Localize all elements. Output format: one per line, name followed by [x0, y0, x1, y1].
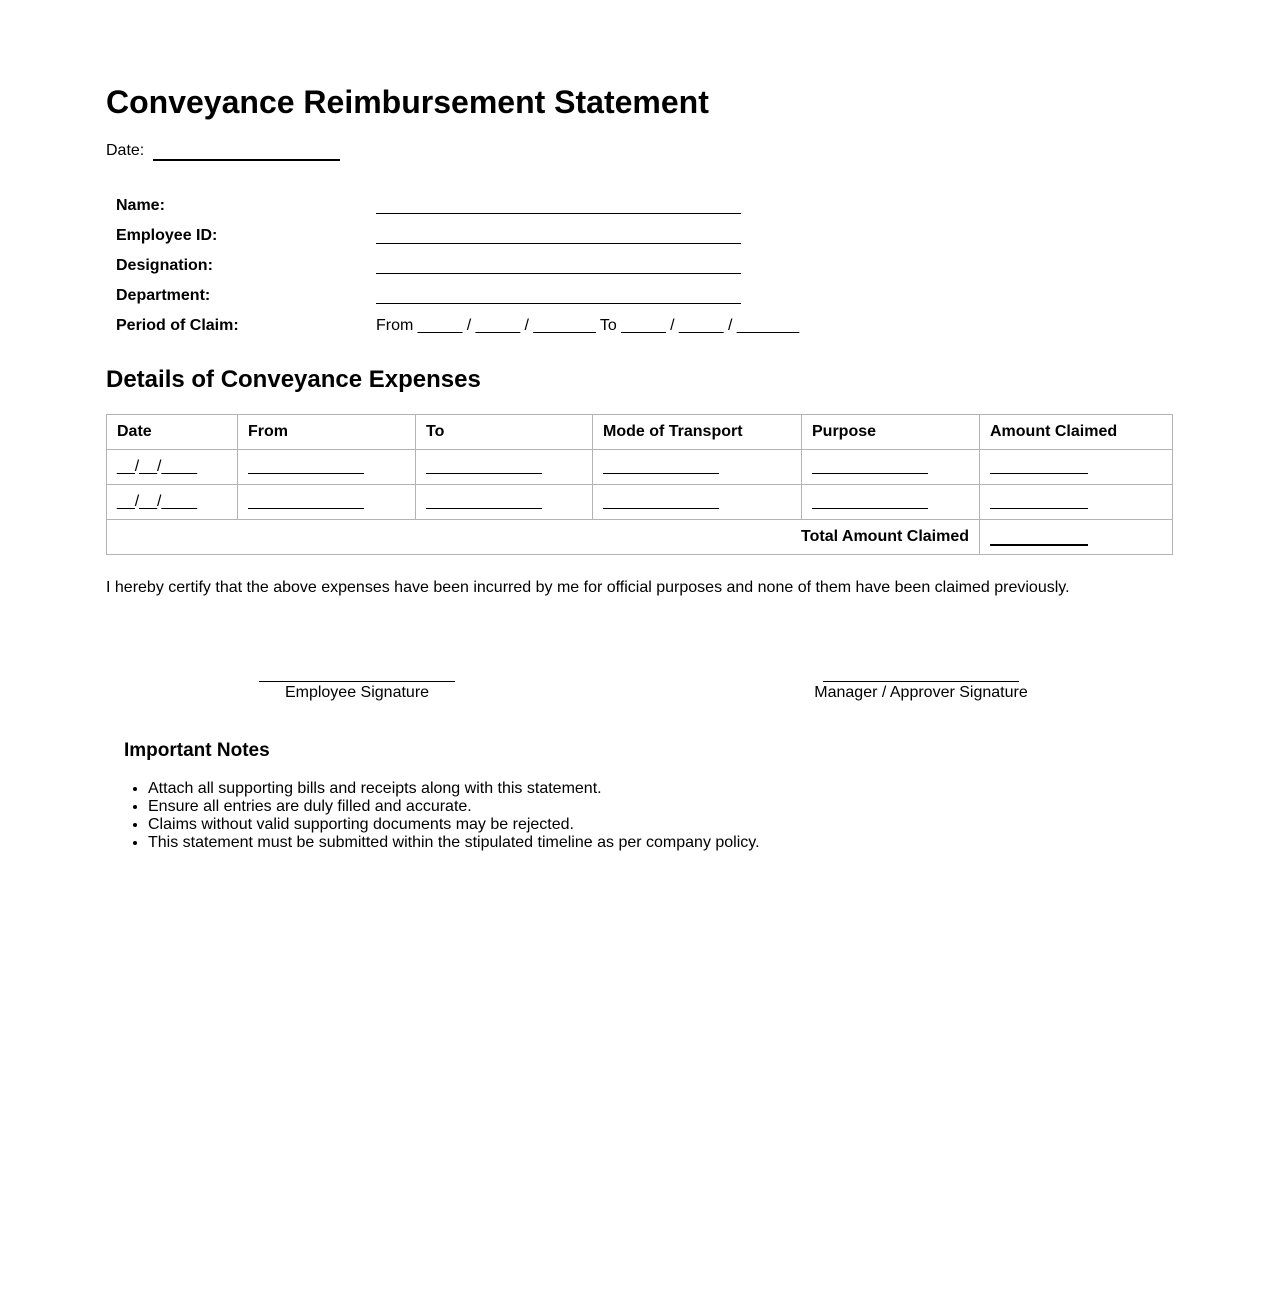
table-row — [107, 450, 1173, 485]
notes-list — [124, 780, 1024, 852]
period-range-field[interactable]: From _____ / _____ / _______ To _____ / _____ / _______ — [376, 317, 800, 334]
employee-signature-line[interactable] — [259, 664, 455, 682]
department-row — [116, 286, 836, 316]
blank-line — [812, 494, 928, 509]
name-blank-line[interactable] — [376, 213, 741, 214]
employee-id-blank-line[interactable] — [376, 243, 741, 244]
list-item: • Ensure all entries are duly filled and accurate. — [148, 798, 1024, 816]
important-notes-section — [124, 740, 1024, 852]
blank-line — [248, 494, 364, 509]
department-blank-line[interactable] — [376, 303, 741, 304]
name-label: Name: — [116, 197, 165, 214]
list-item: • This statement must be submitted within the stipulated timeline as per company policy. — [148, 834, 1024, 852]
designation-blank-line[interactable] — [376, 273, 741, 274]
purpose-cell[interactable] — [802, 450, 980, 485]
period-row — [116, 316, 836, 346]
department-label: Department: — [116, 287, 211, 304]
blank-line — [603, 494, 719, 509]
employee-id-row — [116, 226, 836, 256]
employee-signature-label: Employee Signature — [284, 684, 430, 701]
from-cell[interactable] — [238, 485, 416, 520]
column-header-from: From — [238, 415, 416, 450]
certification-text: I hereby certify that the above expenses have been incurred by me for official purposes and none of them have been claimed previously. — [106, 579, 1070, 596]
purpose-cell[interactable] — [802, 485, 980, 520]
list-item: • Claims without valid supporting documents may be rejected. — [148, 816, 1024, 834]
manager-signature-label: Manager / Approver Signature — [814, 684, 1028, 701]
total-label: Total Amount Claimed — [107, 520, 980, 555]
blank-line — [426, 459, 542, 474]
blank-line — [990, 494, 1088, 509]
date-cell[interactable]: __/__/____ — [107, 450, 238, 485]
column-header-date: Date — [107, 415, 238, 450]
to-cell[interactable] — [416, 450, 593, 485]
employee-id-label: Employee ID: — [116, 227, 218, 244]
manager-signature-line[interactable] — [823, 664, 1019, 682]
column-header-to: To — [416, 415, 593, 450]
expenses-table — [106, 414, 1173, 555]
employee-signature-block — [227, 664, 487, 703]
blank-line — [990, 459, 1088, 474]
mode-cell[interactable] — [593, 450, 802, 485]
amount-cell[interactable] — [980, 485, 1173, 520]
column-header-amount: Amount Claimed — [980, 415, 1173, 450]
designation-label: Designation: — [116, 257, 213, 274]
name-row — [116, 196, 836, 226]
total-blank-line — [990, 528, 1088, 546]
total-row — [107, 520, 1173, 555]
to-cell[interactable] — [416, 485, 593, 520]
table-header-row — [107, 415, 1173, 450]
blank-line — [603, 459, 719, 474]
blank-line — [812, 459, 928, 474]
amount-cell[interactable] — [980, 450, 1173, 485]
designation-row — [116, 256, 836, 286]
employee-info-section — [116, 196, 836, 346]
blank-line — [426, 494, 542, 509]
period-label: Period of Claim: — [116, 317, 239, 334]
date-cell[interactable]: __/__/____ — [107, 485, 238, 520]
page-title: Conveyance Reimbursement Statement — [106, 84, 709, 120]
notes-heading: Important Notes — [124, 740, 270, 761]
from-cell[interactable] — [238, 450, 416, 485]
list-item: • Attach all supporting bills and receipts along with this statement. — [148, 780, 1024, 798]
blank-line — [248, 459, 364, 474]
manager-signature-block — [791, 664, 1051, 703]
total-amount-cell[interactable] — [980, 520, 1173, 555]
date-label: Date: — [106, 142, 145, 159]
column-header-purpose: Purpose — [802, 415, 980, 450]
table-row — [107, 485, 1173, 520]
column-header-mode: Mode of Transport — [593, 415, 802, 450]
mode-cell[interactable] — [593, 485, 802, 520]
date-field — [106, 141, 340, 161]
date-blank-line[interactable] — [153, 143, 340, 161]
expenses-heading: Details of Conveyance Expenses — [106, 366, 481, 393]
